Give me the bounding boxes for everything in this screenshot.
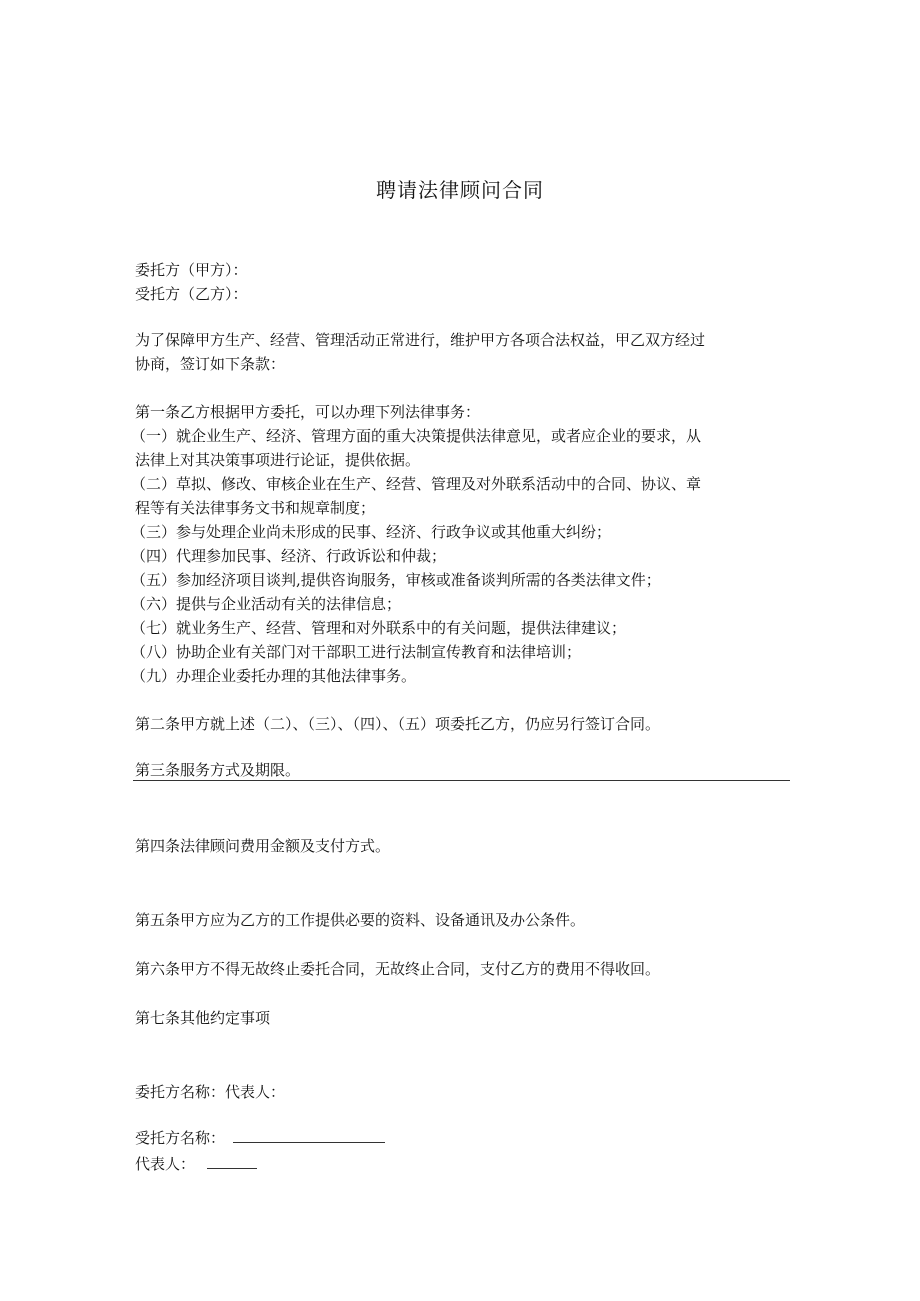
article-1-item: （三）参与处理企业尚未形成的民事、经济、行政争议或其他重大纠纷； xyxy=(131,523,612,541)
trustee-name-label: 受托方名称： xyxy=(135,1129,226,1147)
preamble-line-2: 协商，签订如下条款： xyxy=(135,355,286,373)
article-1-heading: 第一条乙方根据甲方委托，可以办理下列法律事务： xyxy=(135,403,481,421)
party-b-label: 受托方（乙方）： xyxy=(135,285,248,303)
article-1-item: （五）参加经济项目谈判,提供咨询服务，审核或准备谈判所需的各类法律文件； xyxy=(131,571,661,589)
party-a-label: 委托方（甲方）： xyxy=(135,261,248,279)
article-1-item: （四）代理参加民事、经济、行政诉讼和仲裁； xyxy=(131,547,447,565)
article-4: 第四条法律顾问费用金额及支付方式。 xyxy=(135,837,391,855)
preamble-line-1: 为了保障甲方生产、经营、管理活动正常进行，维护甲方各项合法权益，甲乙双方经过 xyxy=(135,331,706,349)
article-1-item: 法律上对其决策事项进行论证，提供依据。 xyxy=(135,451,421,469)
article-5: 第五条甲方应为乙方的工作提供必要的资料、设备通讯及办公条件。 xyxy=(135,911,586,929)
trustee-name-row xyxy=(135,1126,385,1150)
article-1-item: （八）协助企业有关部门对干部职工进行法制宣传教育和法律培训； xyxy=(131,643,582,661)
article-1-item: （六）提供与企业活动有关的法律信息； xyxy=(131,595,402,613)
client-signature-line: 委托方名称：代表人： xyxy=(135,1083,286,1101)
trustee-name-blank xyxy=(233,1126,385,1143)
article-2: 第二条甲方就上述（二）、（三）、（四）、（五）项委托乙方，仍应另行签订合同。 xyxy=(135,715,661,733)
article-1-item: （一）就企业生产、经济、管理方面的重大决策提供法律意见，或者应企业的要求，从 xyxy=(131,427,702,445)
article-3: 第三条服务方式及期限。 xyxy=(135,761,301,779)
document-title: 聘请法律顾问合同 xyxy=(376,178,544,202)
article-1-item: （九）办理企业委托办理的其他法律事务。 xyxy=(131,667,417,685)
representative-label: 代表人： xyxy=(135,1155,196,1173)
representative-row xyxy=(135,1152,257,1176)
article-1-item: 程等有关法律事务文书和规章制度； xyxy=(135,499,376,517)
article-6: 第六条甲方不得无故终止委托合同，无故终止合同，支付乙方的费用不得收回。 xyxy=(135,960,661,978)
representative-blank xyxy=(207,1152,257,1169)
article-7: 第七条其他约定事项 xyxy=(135,1009,271,1027)
article-1-item: （七）就业务生产、经营、管理和对外联系中的有关问题，提供法律建议； xyxy=(131,619,627,637)
article-1-item: （二）草拟、修改、审核企业在生产、经营、管理及对外联系活动中的合同、协议、章 xyxy=(131,475,702,493)
article-3-fill-line xyxy=(133,780,790,781)
